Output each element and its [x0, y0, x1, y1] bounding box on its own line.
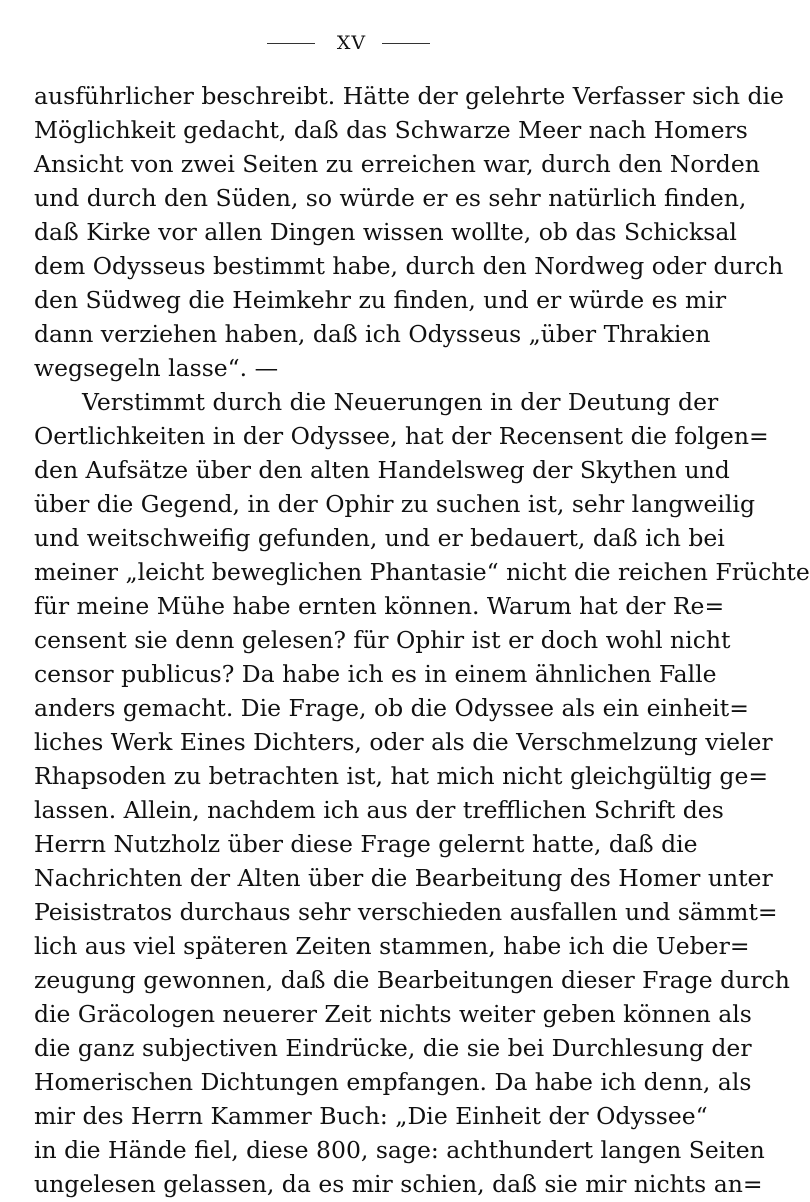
paragraph-end-line: wegsegeln lasse“. —	[34, 354, 279, 382]
text-line: Ansicht von zwei Seiten zu erreichen war, durch den Norden	[34, 150, 760, 178]
text-line: anders gemacht. Die Frage, ob die Odyssee als ein einheit=	[34, 694, 749, 722]
text-line: ungelesen gelassen, da es mir schien, daß sie mir nichts an=	[34, 1170, 763, 1198]
text-line: Rhapsoden zu betrachten ist, hat mich nicht gleichgültig ge=	[34, 762, 769, 790]
text-line: in die Hände fiel, diese 800, sage: achthundert langen Seiten	[34, 1136, 765, 1164]
text-line: ausführlicher beschreibt. Hätte der gelehrte Verfasser sich die	[34, 82, 784, 110]
text-line: Möglichkeit gedacht, daß das Schwarze Meer nach Homers	[34, 116, 748, 144]
text-line: die Gräcologen neuerer Zeit nichts weiter geben können als	[34, 1000, 752, 1028]
text-line: Peisistratos durchaus sehr verschieden ausfallen und sämmt=	[34, 898, 778, 926]
text-line: Herrn Nutzholz über diese Frage gelernt hatte, daß die	[34, 830, 698, 858]
text-line: daß Kirke vor allen Dingen wissen wollte, ob das Schicksal	[34, 218, 737, 246]
text-line: über die Gegend, in der Ophir zu suchen ist, sehr langweilig	[34, 490, 755, 518]
text-line: censent sie denn gelesen? für Ophir ist er doch wohl nicht	[34, 626, 731, 654]
text-line: Nachrichten der Alten über die Bearbeitung des Homer unter	[34, 864, 773, 892]
text-line: meiner „leicht beweglichen Phantasie“ nicht die reichen Früchte	[34, 558, 810, 586]
text-line: und durch den Süden, so würde er es sehr natürlich finden,	[34, 184, 747, 212]
text-line: und weitschweifig gefunden, und er bedauert, daß ich bei	[34, 524, 725, 552]
text-line: den Südweg die Heimkehr zu finden, und er würde es mir	[34, 286, 727, 314]
header-rule-right	[382, 43, 430, 44]
text-line: dem Odysseus bestimmt habe, durch den Nordweg oder durch	[34, 252, 784, 280]
text-line: lich aus viel späteren Zeiten stammen, habe ich die Ueber=	[34, 932, 750, 960]
page-number: XV	[336, 32, 367, 54]
text-line: die ganz subjectiven Eindrücke, die sie bei Durchlesung der	[34, 1034, 752, 1062]
text-line: censor publicus? Da habe ich es in einem ähnlichen Falle	[34, 660, 717, 688]
text-line: Oertlichkeiten in der Odyssee, hat der Recensent die folgen=	[34, 422, 769, 450]
page-header	[0, 28, 697, 58]
paragraph-start-line: Verstimmt durch die Neuerungen in der Deutung der	[82, 388, 719, 416]
text-line: liches Werk Eines Dichters, oder als die Verschmelzung vieler	[34, 728, 773, 756]
text-line: den Aufsätze über den alten Handelsweg der Skythen und	[34, 456, 730, 484]
text-line: für meine Mühe habe ernten können. Warum hat der Re=	[34, 592, 725, 620]
header-rule-left	[267, 43, 315, 44]
text-line: Homerischen Dichtungen empfangen. Da habe ich denn, als	[34, 1068, 752, 1096]
text-line: lassen. Allein, nachdem ich aus der trefflichen Schrift des	[34, 796, 724, 824]
text-line: dann verziehen haben, daß ich Odysseus „über Thrakien	[34, 320, 711, 348]
text-line: zeugung gewonnen, daß die Bearbeitungen dieser Frage durch	[34, 966, 790, 994]
text-line: mir des Herrn Kammer Buch: „Die Einheit der Odyssee“	[34, 1102, 708, 1130]
